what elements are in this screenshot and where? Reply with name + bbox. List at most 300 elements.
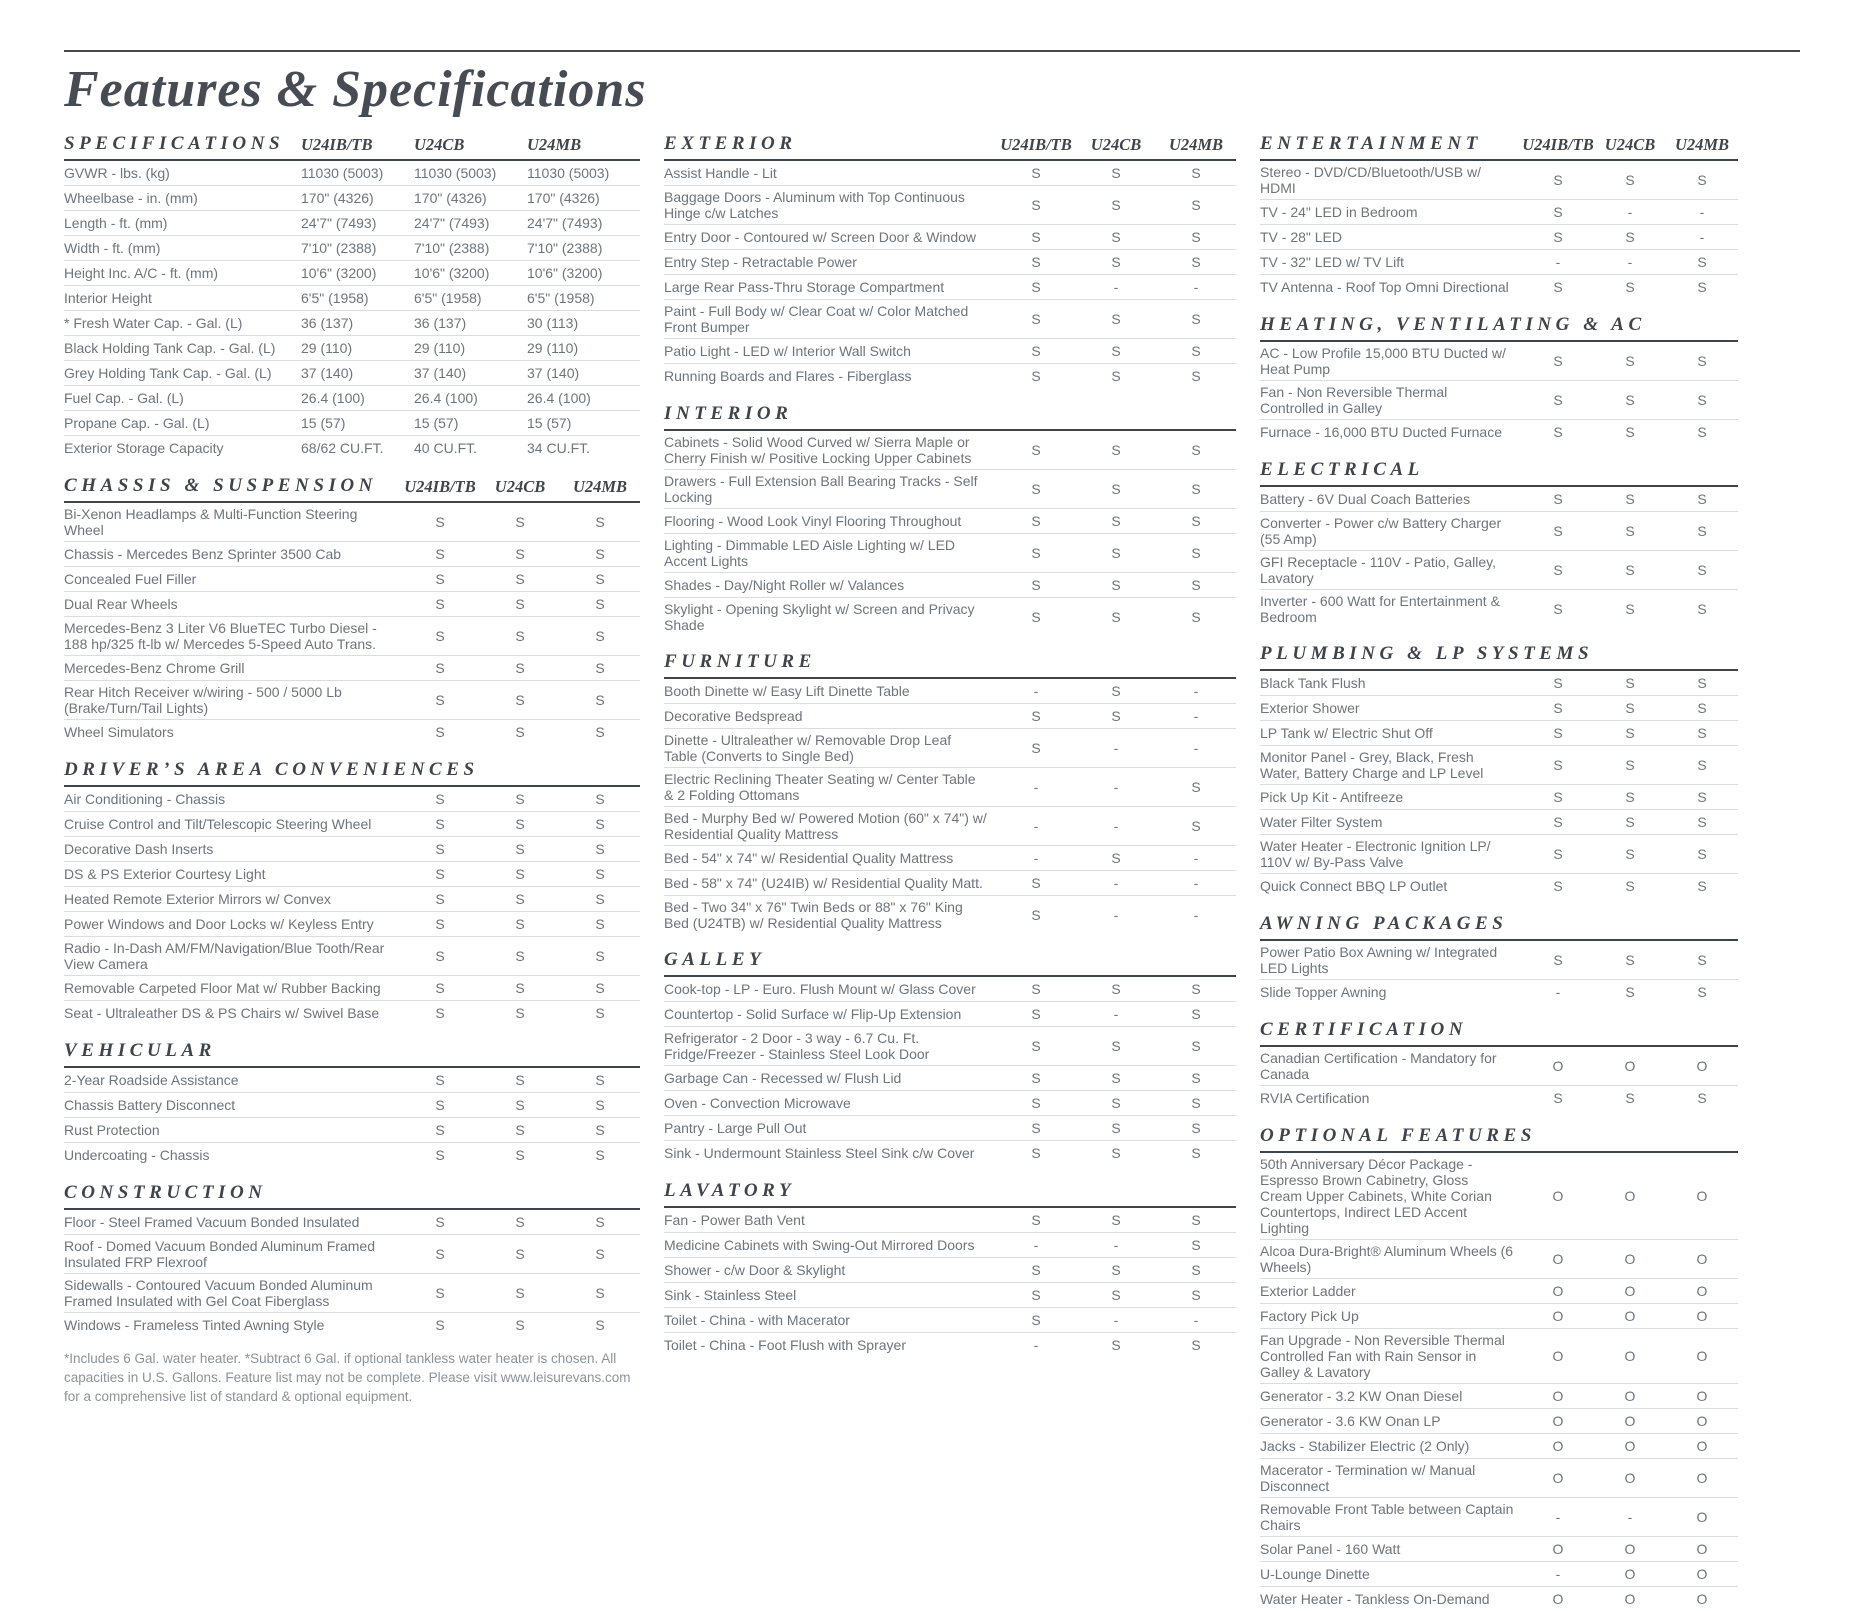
section-title: GALLEY <box>664 949 766 970</box>
row-value: S <box>1625 984 1635 1000</box>
table-row <box>664 846 1236 871</box>
table-row <box>1260 381 1738 420</box>
row-label: TV - 24" LED in Bedroom <box>1260 204 1418 220</box>
row-value: S <box>435 660 445 676</box>
row-value: S <box>1191 343 1201 359</box>
row-value: S <box>1553 789 1563 805</box>
row-value: S <box>1031 1120 1041 1136</box>
row-value: S <box>1031 1212 1041 1228</box>
table-row <box>1260 487 1738 512</box>
table-row <box>1260 746 1738 785</box>
table-row <box>64 261 640 286</box>
row-value: S <box>435 816 445 832</box>
section <box>664 133 1236 388</box>
row-value: S <box>1111 1145 1121 1161</box>
table-row <box>664 598 1236 636</box>
section-title: LAVATORY <box>664 1180 796 1201</box>
row-value: O <box>1696 1348 1708 1364</box>
row-value: S <box>435 1072 445 1088</box>
row-value: S <box>515 692 525 708</box>
row-label: Pick Up Kit - Antifreeze <box>1260 789 1404 805</box>
section <box>1260 133 1738 299</box>
section-title: AWNING PACKAGES <box>1260 913 1508 934</box>
table-row <box>64 656 640 681</box>
row-value: - <box>1033 850 1039 866</box>
model-header: U24CB <box>1604 135 1656 154</box>
row-label: Alcoa Dura-Bright® Aluminum Wheels (6 Wheels) <box>1260 1243 1514 1275</box>
row-value: O <box>1552 1591 1564 1607</box>
row-value: 29 (110) <box>527 340 579 356</box>
row-value: S <box>1191 165 1201 181</box>
table-row <box>664 339 1236 364</box>
row-value: S <box>1697 675 1707 691</box>
row-label: GFI Receptacle - 110V - Patio, Galley, Lavatory <box>1260 554 1497 586</box>
row-value: 10'6" (3200) <box>527 265 603 281</box>
row-label: Roof - Domed Vacuum Bonded Aluminum Framed Insulated FRP Flexroof <box>64 1238 375 1270</box>
section-title: INTERIOR <box>664 403 793 424</box>
row-value: O <box>1552 1058 1564 1074</box>
section <box>1260 913 1738 1004</box>
row-value: S <box>435 1005 445 1021</box>
section-title: CHASSIS & SUSPENSION <box>64 475 377 496</box>
row-value: S <box>1111 1120 1121 1136</box>
row-value: S <box>1191 1038 1201 1054</box>
row-value: S <box>1111 1262 1121 1278</box>
row-value: S <box>1553 1090 1563 1106</box>
row-value: S <box>1625 424 1635 440</box>
row-label: Sidewalls - Contoured Vacuum Bonded Aluminum Framed Insulated with Gel Coat Fiberglass <box>64 1277 373 1309</box>
row-label: Baggage Doors - Aluminum with Top Continuous Hinge c/w Latches <box>664 189 965 221</box>
table-row <box>664 1027 1236 1066</box>
table-row <box>1260 1384 1738 1409</box>
row-value: O <box>1624 1470 1636 1486</box>
table-row <box>664 225 1236 250</box>
row-value: S <box>1553 846 1563 862</box>
row-value: S <box>1031 229 1041 245</box>
table-row <box>64 436 640 460</box>
table-row <box>1260 980 1738 1004</box>
table-row <box>64 1274 640 1313</box>
row-value: S <box>595 724 605 740</box>
table-row <box>664 704 1236 729</box>
table-row <box>1260 1279 1738 1304</box>
row-label: Power Patio Box Awning w/ Integrated LED Lights <box>1260 944 1498 976</box>
row-value: S <box>1625 279 1635 295</box>
table-row <box>64 1210 640 1235</box>
table-row <box>64 1313 640 1337</box>
row-value: S <box>515 841 525 857</box>
row-value: S <box>515 1072 525 1088</box>
row-value: O <box>1696 1308 1708 1324</box>
model-header: U24IB/TB <box>1522 135 1594 154</box>
table-row <box>1260 1434 1738 1459</box>
row-value: S <box>1031 481 1041 497</box>
row-label: Power Windows and Door Locks w/ Keyless Entry <box>64 916 374 932</box>
row-label: Converter - Power c/w Battery Charger (55 Amp) <box>1260 515 1502 547</box>
row-label: Paint - Full Body w/ Clear Coat w/ Color Matched Front Bumper <box>664 303 969 335</box>
model-header: U24MB <box>572 477 628 496</box>
row-label: DS & PS Exterior Courtesy Light <box>64 866 266 882</box>
row-value: - <box>1113 1237 1119 1253</box>
row-value: S <box>1111 981 1121 997</box>
row-value: S <box>1031 1095 1041 1111</box>
row-value: S <box>1031 1145 1041 1161</box>
row-label: Removable Carpeted Floor Mat w/ Rubber Backing <box>64 980 381 996</box>
row-value: O <box>1552 1541 1564 1557</box>
row-value: S <box>1031 740 1041 756</box>
table-row <box>64 161 640 186</box>
row-value: S <box>515 660 525 676</box>
row-value: O <box>1696 1509 1708 1525</box>
row-value: - <box>1193 683 1199 699</box>
row-label: Oven - Convection Microwave <box>664 1095 851 1111</box>
row-label: Black Tank Flush <box>1260 675 1366 691</box>
model-header: U24IB/TB <box>1000 135 1072 154</box>
row-label: Electric Reclining Theater Seating w/ Center Table & 2 Folding Ottomans <box>664 771 976 803</box>
row-value: 37 (140) <box>301 365 354 381</box>
row-label: Monitor Panel - Grey, Black, Fresh Water, Battery Charge and LP Level <box>1260 749 1484 781</box>
table-row <box>1260 835 1738 874</box>
row-value: O <box>1624 1058 1636 1074</box>
row-value: 29 (110) <box>414 340 466 356</box>
table-row <box>1260 1047 1738 1086</box>
row-value: - <box>1699 204 1705 220</box>
section <box>664 1180 1236 1357</box>
row-value: - <box>1193 907 1199 923</box>
row-value: S <box>595 571 605 587</box>
table-row <box>64 542 640 567</box>
row-value: S <box>1191 1262 1201 1278</box>
row-value: - <box>1555 1566 1561 1582</box>
row-value: S <box>1553 601 1563 617</box>
row-label: Bed - 58" x 74" (U24IB) w/ Residential Quality Matt. <box>664 875 983 891</box>
row-value: 29 (110) <box>301 340 353 356</box>
table-row <box>1260 1153 1738 1240</box>
row-value: O <box>1624 1541 1636 1557</box>
row-value: S <box>1031 907 1041 923</box>
row-value: S <box>1111 850 1121 866</box>
row-value: 24'7" (7493) <box>414 215 490 231</box>
row-value: S <box>1625 392 1635 408</box>
row-label: Macerator - Termination w/ Manual Disconnect <box>1260 1462 1476 1494</box>
row-value: S <box>435 866 445 882</box>
row-value: O <box>1552 1348 1564 1364</box>
section <box>1260 1019 1738 1110</box>
row-value: S <box>435 1147 445 1163</box>
row-value: - <box>1113 907 1119 923</box>
row-value: S <box>595 948 605 964</box>
table-row <box>1260 200 1738 225</box>
section-title: OPTIONAL FEATURES <box>1260 1125 1536 1146</box>
row-value: - <box>1193 279 1199 295</box>
table-row <box>1260 696 1738 721</box>
table-row <box>664 896 1236 934</box>
row-value: S <box>1625 725 1635 741</box>
row-label: Height Inc. A/C - ft. (mm) <box>64 265 219 281</box>
row-value: S <box>435 948 445 964</box>
row-value: - <box>1033 779 1039 795</box>
row-value: S <box>1031 197 1041 213</box>
row-value: 68/62 CU.FT. <box>301 440 384 456</box>
table-row <box>664 275 1236 300</box>
row-value: 6'5" (1958) <box>301 290 369 306</box>
row-value: S <box>595 866 605 882</box>
row-label: Propane Cap. - Gal. (L) <box>64 415 210 431</box>
row-value: S <box>1111 1287 1121 1303</box>
row-label: Decorative Bedspread <box>664 708 803 724</box>
row-value: S <box>435 1122 445 1138</box>
section-header <box>1260 643 1738 671</box>
row-value: S <box>515 1246 525 1262</box>
row-value: S <box>1625 601 1635 617</box>
model-headers <box>996 135 1236 155</box>
row-value: - <box>1555 1509 1561 1525</box>
row-value: S <box>1031 1262 1041 1278</box>
column-left <box>64 133 640 1406</box>
row-value: S <box>1553 757 1563 773</box>
table-row <box>1260 250 1738 275</box>
row-value: S <box>1553 523 1563 539</box>
row-value: S <box>1191 1145 1201 1161</box>
table-row <box>1260 590 1738 628</box>
row-value: S <box>595 1072 605 1088</box>
model-headers <box>301 135 640 155</box>
section <box>64 1182 640 1337</box>
row-value: S <box>1191 981 1201 997</box>
row-value: 170" (4326) <box>414 190 487 206</box>
row-value: - <box>1113 779 1119 795</box>
row-value: S <box>1625 353 1635 369</box>
row-value: O <box>1624 1308 1636 1324</box>
table-row <box>1260 161 1738 200</box>
section-header <box>664 403 1236 431</box>
row-label: Removable Front Table between Captain Chairs <box>1260 1501 1514 1533</box>
row-value: O <box>1624 1388 1636 1404</box>
row-label: Skylight - Opening Skylight w/ Screen and Privacy Shade <box>664 601 975 633</box>
row-label: Fuel Cap. - Gal. (L) <box>64 390 184 406</box>
row-value: S <box>595 1285 605 1301</box>
row-value: S <box>1191 545 1201 561</box>
row-value: S <box>1553 491 1563 507</box>
row-label: Seat - Ultraleather DS & PS Chairs w/ Swivel Base <box>64 1005 380 1021</box>
section-header <box>64 1182 640 1210</box>
row-value: O <box>1624 1348 1636 1364</box>
row-label: Cabinets - Solid Wood Curved w/ Sierra Maple or Cherry Finish w/ Positive Locking Upper Cabinets <box>664 434 972 466</box>
row-value: O <box>1624 1438 1636 1454</box>
row-label: RVIA Certification <box>1260 1090 1370 1106</box>
row-value: 30 (113) <box>527 315 579 331</box>
row-value: S <box>1697 878 1707 894</box>
section <box>1260 314 1738 444</box>
section-title: FURNITURE <box>664 651 816 672</box>
row-label: Large Rear Pass-Thru Storage Compartment <box>664 279 945 295</box>
row-value: S <box>435 916 445 932</box>
row-value: 6'5" (1958) <box>414 290 482 306</box>
row-value: S <box>1553 700 1563 716</box>
row-label: Inverter - 600 Watt for Entertainment & Bedroom <box>1260 593 1500 625</box>
section <box>1260 459 1738 628</box>
row-value: S <box>595 841 605 857</box>
table-row <box>64 411 640 436</box>
row-label: Dual Rear Wheels <box>64 596 178 612</box>
row-label: Radio - In-Dash AM/FM/Navigation/Blue Tooth/Rear View Camera <box>64 940 385 972</box>
row-label: Shower - c/w Door & Skylight <box>664 1262 846 1278</box>
table-row <box>664 364 1236 388</box>
row-value: S <box>1031 708 1041 724</box>
row-value: S <box>595 692 605 708</box>
row-value: S <box>1697 353 1707 369</box>
section-header <box>1260 1125 1738 1153</box>
table-row <box>1260 874 1738 898</box>
row-value: S <box>435 1317 445 1333</box>
row-value: S <box>1625 846 1635 862</box>
top-rule <box>64 50 1800 52</box>
table-row <box>64 336 640 361</box>
table-row <box>664 768 1236 807</box>
row-label: Mercedes-Benz Chrome Grill <box>64 660 245 676</box>
table-row <box>1260 1562 1738 1587</box>
row-value: S <box>515 1214 525 1230</box>
table-row <box>664 161 1236 186</box>
table-row <box>664 470 1236 509</box>
row-value: O <box>1552 1388 1564 1404</box>
row-label: Water Filter System <box>1260 814 1383 830</box>
row-value: S <box>1625 878 1635 894</box>
row-value: S <box>435 724 445 740</box>
row-value: S <box>1697 172 1707 188</box>
row-value: S <box>1111 1070 1121 1086</box>
row-label: Entry Door - Contoured w/ Screen Door & Window <box>664 229 977 245</box>
table-row <box>64 311 640 336</box>
row-label: Sink - Stainless Steel <box>664 1287 797 1303</box>
section-header <box>664 651 1236 679</box>
section-header <box>64 1040 640 1068</box>
row-value: O <box>1624 1591 1636 1607</box>
model-header: U24MB <box>1168 135 1224 154</box>
table-row <box>664 1002 1236 1027</box>
row-value: S <box>515 596 525 612</box>
row-value: 24'7" (7493) <box>527 215 603 231</box>
table-row <box>1260 1329 1738 1384</box>
section-title: PLUMBING & LP SYSTEMS <box>1260 643 1594 664</box>
row-value: S <box>595 891 605 907</box>
row-value: S <box>1697 725 1707 741</box>
table-row <box>1260 941 1738 980</box>
row-value: S <box>1111 481 1121 497</box>
row-value: S <box>1031 609 1041 625</box>
row-value: S <box>1553 424 1563 440</box>
table-row <box>64 912 640 937</box>
column-middle <box>664 133 1236 1357</box>
row-value: O <box>1696 1566 1708 1582</box>
row-value: S <box>1191 1287 1201 1303</box>
table-row <box>64 286 640 311</box>
table-row <box>64 236 640 261</box>
row-value: S <box>515 1285 525 1301</box>
row-value: - <box>1113 875 1119 891</box>
row-value: S <box>1553 725 1563 741</box>
row-value: 15 (57) <box>301 415 346 431</box>
row-value: S <box>515 628 525 644</box>
section <box>1260 1125 1738 1611</box>
row-value: S <box>435 1285 445 1301</box>
row-value: S <box>1625 172 1635 188</box>
row-value: S <box>1031 1038 1041 1054</box>
row-value: S <box>435 596 445 612</box>
row-label: Refrigerator - 2 Door - 3 way - 6.7 Cu. Ft. Fridge/Freezer - Stainless Steel Look Door <box>664 1030 930 1062</box>
row-value: S <box>1031 577 1041 593</box>
row-value: S <box>1191 1212 1201 1228</box>
section-title: EXTERIOR <box>664 133 797 154</box>
table-row <box>64 787 640 812</box>
row-value: - <box>1555 254 1561 270</box>
row-label: Solar Panel - 160 Watt <box>1260 1541 1401 1557</box>
row-value: - <box>1113 279 1119 295</box>
row-value: S <box>515 1147 525 1163</box>
row-value: S <box>1697 984 1707 1000</box>
section-header <box>1260 459 1738 487</box>
row-value: 10'6" (3200) <box>301 265 377 281</box>
section-header <box>664 133 1236 161</box>
row-value: S <box>1553 172 1563 188</box>
row-value: S <box>1111 197 1121 213</box>
table-row <box>664 186 1236 225</box>
row-label: Windows - Frameless Tinted Awning Style <box>64 1317 325 1333</box>
row-label: Decorative Dash Inserts <box>64 841 214 857</box>
row-value: S <box>515 1317 525 1333</box>
row-value: S <box>1111 577 1121 593</box>
row-value: S <box>1111 254 1121 270</box>
row-value: 40 CU.FT. <box>414 440 478 456</box>
section-header <box>64 133 640 161</box>
table-row <box>664 1091 1236 1116</box>
row-value: S <box>1191 1337 1201 1353</box>
row-value: S <box>1111 683 1121 699</box>
table-row <box>664 509 1236 534</box>
row-value: - <box>1193 875 1199 891</box>
row-value: S <box>435 514 445 530</box>
model-header: U24MB <box>1674 135 1730 154</box>
row-value: S <box>1191 1237 1201 1253</box>
row-value: S <box>595 791 605 807</box>
row-label: Rust Protection <box>64 1122 160 1138</box>
table-row <box>64 812 640 837</box>
row-value: 26.4 (100) <box>301 390 365 406</box>
row-label: Canadian Certification - Mandatory for Canada <box>1260 1050 1497 1082</box>
row-label: Generator - 3.2 KW Onan Diesel <box>1260 1388 1463 1404</box>
table-row <box>64 567 640 592</box>
row-value: 11030 (5003) <box>527 165 610 181</box>
table-row <box>64 1235 640 1274</box>
section-title: ELECTRICAL <box>1260 459 1424 480</box>
row-value: S <box>1111 708 1121 724</box>
model-header: U24CB <box>1090 135 1142 154</box>
row-label: Booth Dinette w/ Easy Lift Dinette Table <box>664 683 910 699</box>
row-value: S <box>515 546 525 562</box>
row-value: S <box>1111 165 1121 181</box>
row-value: S <box>1111 343 1121 359</box>
row-value: O <box>1696 1283 1708 1299</box>
row-value: 37 (140) <box>414 365 467 381</box>
table-row <box>664 1116 1236 1141</box>
row-value: S <box>1031 545 1041 561</box>
row-value: S <box>1553 952 1563 968</box>
row-value: 7'10" (2388) <box>414 240 490 256</box>
row-value: 34 CU.FT. <box>527 440 591 456</box>
row-label: Flooring - Wood Look Vinyl Flooring Throughout <box>664 513 962 529</box>
row-value: S <box>1697 254 1707 270</box>
model-headers <box>1522 135 1738 155</box>
